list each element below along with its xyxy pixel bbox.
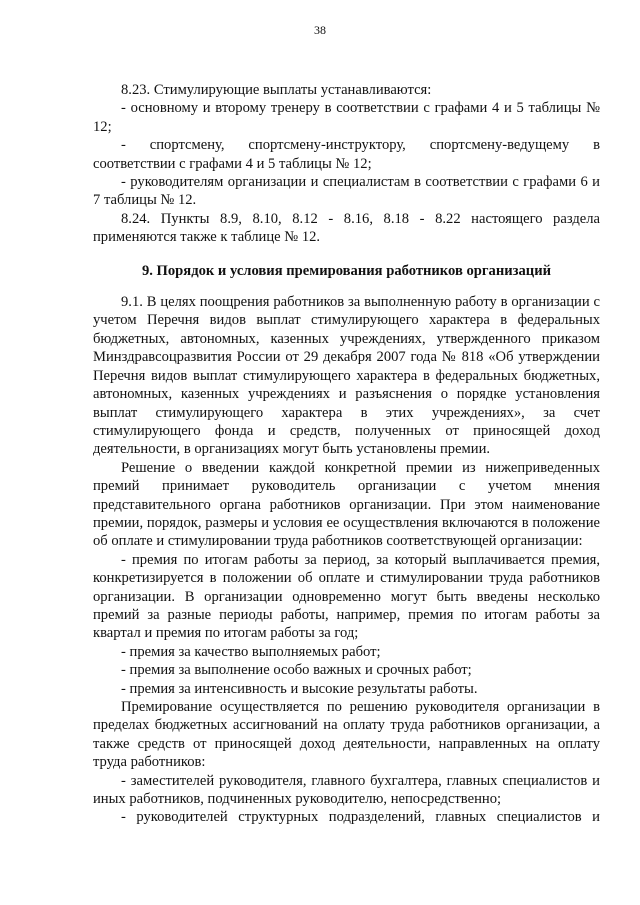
paragraph-9-1: 9.1. В целях поощрения работников за выполненную работу в организации с учетом Перечня видов выплат стимулирующего характера в федеральных бюджетных, автономных, казенных учреждениях, утвержденного приказом Минздравсоцразвития России от 29 декабря 2007 года № 818 «Об утверждении Перечня видов выплат стимулирующего характера в федеральных бюджетных, автономных, казенных учреждениях и разъяснения о порядке установления выплат стимулирующего характера в этих учреждениях», за счет стимулирующего фонда и средств, полученных от приносящей доход деятельности, в организациях могут быть установлены премии.: [93, 294, 600, 458]
list-item-bonus-quality: - премия за качество выполняемых работ;: [121, 643, 381, 660]
paragraph-decision: Решение о введении каждой конкретной премии из нижеприведенных премий принимает руководитель организации с учетом мнения представительного органа работников организации. При этом наименование премии, порядок, размеры и условия ее осуществления включаются в положение об оплате и стимулировании труда работников соответствующей организации:: [93, 459, 600, 550]
list-item-deputies: - заместителей руководителя, главного бухгалтера, главных специалистов и иных работников, подчиненных руководителю, непосредственно;: [93, 772, 600, 808]
list-item-managers: - руководителям организации и специалистам в соответствии с графами 6 и 7 таблицы № 12.: [93, 174, 600, 209]
list-item-athlete: - спортсмену, спортсмену-инструктору, спортсмену-ведущему в соответствии с графами 4 и 5 таблицы № 12;: [93, 137, 600, 172]
document-body: [93, 81, 600, 827]
list-item-bonus-important: - премия за выполнение особо важных и срочных работ;: [121, 662, 472, 679]
list-item-bonus-intensity: - премия за интенсивность и высокие результаты работы.: [121, 680, 478, 697]
page-number: 38: [314, 23, 326, 37]
paragraph-8-23-lead: 8.23. Стимулирующие выплаты устанавливаются:: [121, 82, 432, 98]
list-item-trainer: - основному и второму тренеру в соответствии с графами 4 и 5 таблицы № 12;: [93, 100, 600, 135]
section-heading-9: 9. Порядок и условия премирования работников организаций: [141, 262, 552, 279]
list-item-bonus-period: - премия по итогам работы за период, за который выплачивается премия, конкретизируется в положении об оплате и стимулировании труда работников организации. В организации одновременно могут быть введены несколько премий за разные периоды работы, например, премия по итогам работы за квартал и премия по итогам работы за год;: [93, 551, 600, 642]
paragraph-8-24: 8.24. Пункты 8.9, 8.10, 8.12 - 8.16, 8.18 - 8.22 настоящего раздела применяются также к таблице № 12.: [93, 210, 600, 246]
paragraph-awarding: Премирование осуществляется по решению руководителя организации в пределах бюджетных ассигнований на оплату труда работников организации, а также средств от приносящей доход деятельности, направленных на оплату труда работников:: [93, 699, 600, 771]
list-item-heads: - руководителей структурных подразделений, главных специалистов и: [121, 809, 600, 826]
